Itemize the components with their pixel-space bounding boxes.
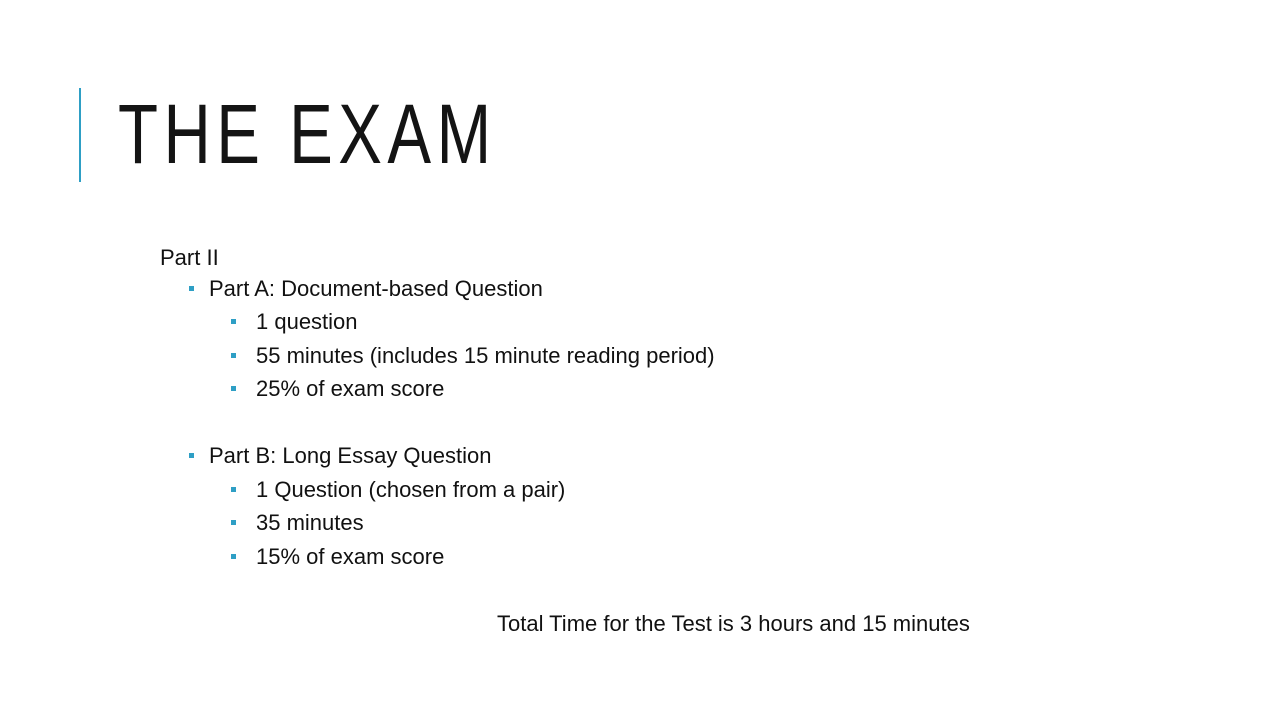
- bullet-icon: [231, 487, 236, 492]
- section-a-item: 55 minutes (includes 15 minute reading period): [256, 343, 715, 368]
- section-b-item: 15% of exam score: [256, 544, 445, 569]
- bullet-icon: [189, 286, 194, 291]
- bullet-icon: [231, 353, 236, 358]
- total-time-note: Total Time for the Test is 3 hours and 15 minutes: [497, 611, 970, 636]
- section-a-item: 1 question: [256, 309, 358, 334]
- bullet-icon: [231, 386, 236, 391]
- bullet-icon: [231, 554, 236, 559]
- slide-title: THE EXAM: [118, 87, 497, 181]
- section-b-label: Part B: Long Essay Question: [209, 443, 492, 468]
- bullet-icon: [231, 520, 236, 525]
- section-a-label: Part A: Document-based Question: [209, 276, 543, 301]
- bullet-icon: [189, 453, 194, 458]
- section-b-item: 35 minutes: [256, 510, 364, 535]
- part-heading: Part II: [160, 245, 219, 270]
- bullet-icon: [231, 319, 236, 324]
- section-b-item: 1 Question (chosen from a pair): [256, 477, 566, 502]
- section-a-item: 25% of exam score: [256, 376, 445, 401]
